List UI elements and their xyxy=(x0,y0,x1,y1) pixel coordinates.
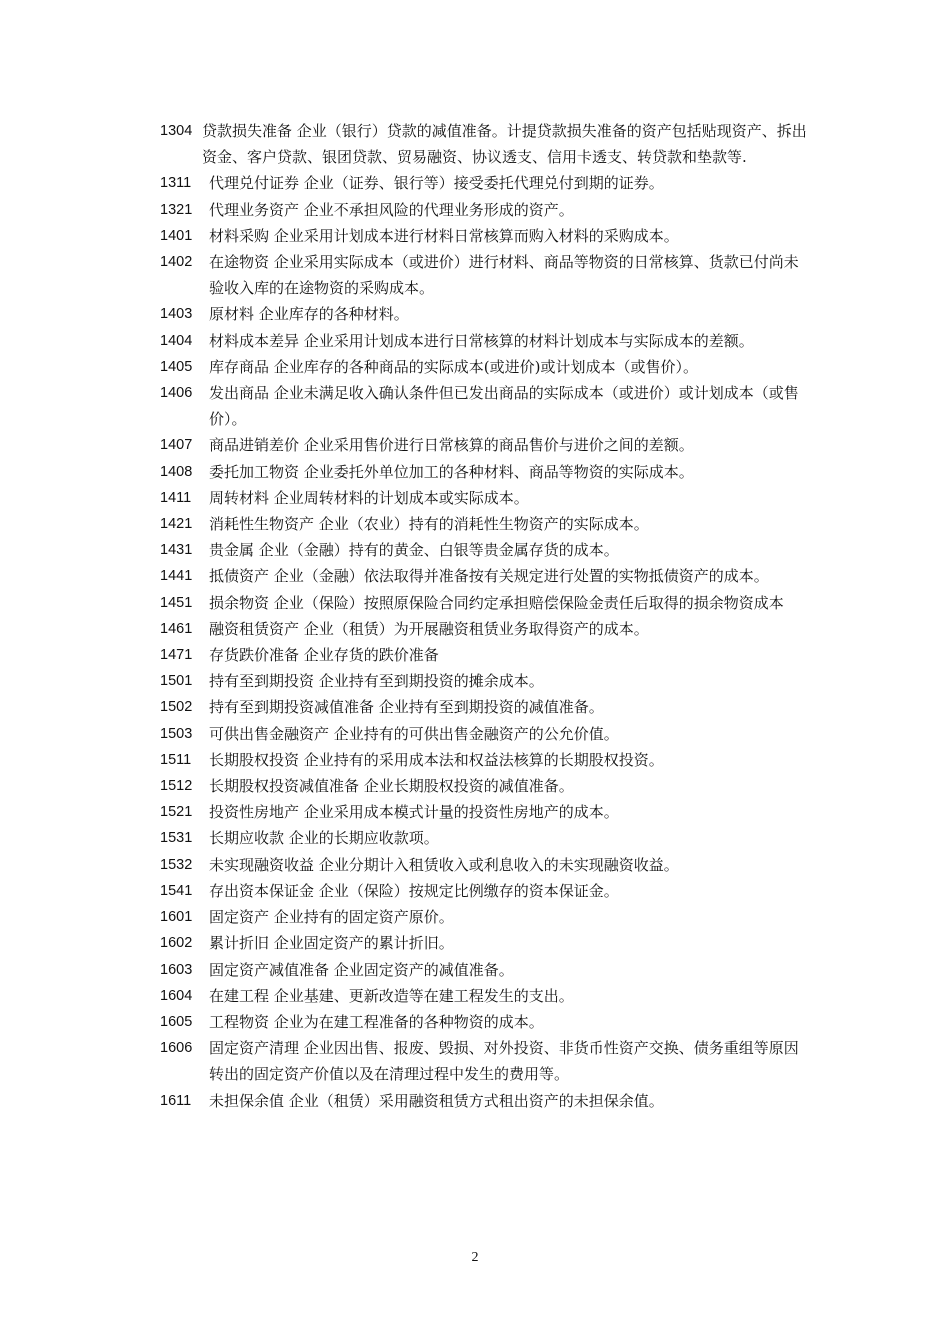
account-description: 长期股权投资减值准备 企业长期股权投资的减值准备。 xyxy=(209,777,574,796)
page-number: 2 xyxy=(471,1250,479,1265)
entry-1521 xyxy=(160,799,810,825)
entry-1471 xyxy=(160,642,810,668)
account-code: 1503 xyxy=(160,725,193,742)
account-description: 未实现融资收益 企业分期计入租赁收入或利息收入的未实现融资收益。 xyxy=(209,855,679,874)
account-description: 未担保余值 企业（租赁）采用融资租赁方式租出资产的未担保余值。 xyxy=(209,1091,664,1110)
account-code: 1404 xyxy=(160,332,193,349)
account-description: 周转材料 企业周转材料的计划成本或实际成本。 xyxy=(209,488,529,507)
account-code: 1471 xyxy=(160,647,193,664)
entry-1511 xyxy=(160,747,810,773)
account-code: 1451 xyxy=(160,594,193,611)
account-code: 1461 xyxy=(160,620,193,637)
account-code: 1421 xyxy=(160,516,193,533)
account-description: 库存商品 企业库存的各种商品的实际成本(或进价)或计划成本（或售价）。 xyxy=(209,357,698,376)
account-description: 固定资产清理 企业因出售、报废、毁损、对外投资、非货币性资产交换、债务重组等原因转出的固定资产价值以及在清理过程中发生的费用等。 xyxy=(209,1039,799,1084)
entry-1402 xyxy=(160,249,810,301)
account-description: 抵债资产 企业（金融）依法取得并准备按有关规定进行处置的实物抵债资产的成本。 xyxy=(209,567,769,586)
account-description: 委托加工物资 企业委托外单位加工的各种材料、商品等物资的实际成本。 xyxy=(209,462,694,481)
account-code: 1511 xyxy=(160,751,192,768)
account-code: 1441 xyxy=(160,568,193,585)
account-description: 贵金属 企业（金融）持有的黄金、白银等贵金属存货的成本。 xyxy=(209,541,619,560)
account-description: 损余物资 企业（保险）按照原保险合同约定承担赔偿保险金责任后取得的损余物资成本 xyxy=(209,593,784,612)
account-description: 存货跌价准备 企业存货的跌价准备 xyxy=(209,646,439,665)
account-description: 累计折旧 企业固定资产的累计折旧。 xyxy=(209,934,454,953)
account-code: 1321 xyxy=(160,201,193,218)
account-description: 工程物资 企业为在建工程准备的各种物资的成本。 xyxy=(209,1012,544,1031)
account-code: 1541 xyxy=(160,882,193,899)
account-description: 在途物资 企业采用实际成本（或进价）进行材料、商品等物资的日常核算、货款已付尚未验收入库的在途物资的采购成本。 xyxy=(209,253,799,298)
entry-1611 xyxy=(160,1088,810,1114)
account-code: 1304 xyxy=(160,123,193,139)
account-description: 发出商品 企业未满足收入确认条件但已发出商品的实际成本（或进价）或计划成本（或售价）。 xyxy=(209,384,799,429)
account-description: 持有至到期投资减值准备 企业持有至到期投资的减值准备。 xyxy=(209,698,604,717)
entry-1441 xyxy=(160,563,810,589)
entry-1541 xyxy=(160,878,810,904)
account-code: 1407 xyxy=(160,437,193,454)
account-code: 1403 xyxy=(160,306,193,323)
entry-1532 xyxy=(160,852,810,878)
account-code: 1408 xyxy=(160,463,193,480)
account-description: 可供出售金融资产 企业持有的可供出售金融资产的公允价值。 xyxy=(209,724,619,743)
account-description: 融资租赁资产 企业（租赁）为开展融资租赁业务取得资产的成本。 xyxy=(209,619,649,638)
account-description: 代理业务资产 企业不承担风险的代理业务形成的资产。 xyxy=(209,200,574,219)
entry-1321 xyxy=(160,197,810,223)
entry-1451 xyxy=(160,590,810,616)
account-code: 1431 xyxy=(160,542,193,559)
account-code: 1531 xyxy=(160,830,193,847)
entry-1403 xyxy=(160,301,810,327)
account-code: 1521 xyxy=(160,804,193,821)
account-code: 1611 xyxy=(160,1092,192,1109)
account-description: 投资性房地产 企业采用成本模式计量的投资性房地产的成本。 xyxy=(209,803,619,822)
account-code: 1501 xyxy=(160,673,193,690)
entry-1606 xyxy=(160,1035,810,1087)
entry-1603 xyxy=(160,957,810,983)
entry-1604 xyxy=(160,983,810,1009)
account-code: 1532 xyxy=(160,856,193,873)
entry-1408 xyxy=(160,459,810,485)
entry-1605 xyxy=(160,1009,810,1035)
account-code: 1402 xyxy=(160,254,193,271)
entry-1304 xyxy=(160,118,810,170)
account-list xyxy=(160,118,810,1114)
account-description: 存出资本保证金 企业（保险）按规定比例缴存的资本保证金。 xyxy=(209,881,619,900)
entry-1406 xyxy=(160,380,810,432)
entry-1311 xyxy=(160,170,810,196)
account-code: 1603 xyxy=(160,961,193,978)
account-code: 1606 xyxy=(160,1040,193,1057)
entry-1602 xyxy=(160,930,810,956)
account-code: 1601 xyxy=(160,909,193,926)
account-description: 商品进销差价 企业采用售价进行日常核算的商品售价与进价之间的差额。 xyxy=(209,436,694,455)
entry-1411 xyxy=(160,485,810,511)
account-code: 1512 xyxy=(160,778,193,795)
entry-1502 xyxy=(160,694,810,720)
entry-1461 xyxy=(160,616,810,642)
account-description: 固定资产减值准备 企业固定资产的减值准备。 xyxy=(209,960,514,979)
account-description: 贷款损失准备 企业（银行）贷款的减值准备。计提贷款损失准备的资产包括贴现资产、拆出资金、客户贷款、银团贷款、贸易融资、协议透支、信用卡透支、转贷款和垫款等. xyxy=(202,122,807,167)
account-code: 1401 xyxy=(160,227,193,244)
account-description: 在建工程 企业基建、更新改造等在建工程发生的支出。 xyxy=(209,986,574,1005)
entry-1405 xyxy=(160,354,810,380)
account-description: 固定资产 企业持有的固定资产原价。 xyxy=(209,908,454,927)
account-code: 1502 xyxy=(160,699,193,716)
account-code: 1604 xyxy=(160,987,193,1004)
account-code: 1405 xyxy=(160,358,193,375)
entry-1531 xyxy=(160,825,810,851)
account-code: 1406 xyxy=(160,385,193,402)
account-code: 1311 xyxy=(160,175,192,192)
entry-1421 xyxy=(160,511,810,537)
account-description: 原材料 企业库存的各种材料。 xyxy=(209,305,409,324)
entry-1407 xyxy=(160,432,810,458)
account-description: 长期应收款 企业的长期应收款项。 xyxy=(209,829,439,848)
account-description: 材料采购 企业采用计划成本进行材料日常核算而购入材料的采购成本。 xyxy=(209,226,679,245)
entry-1503 xyxy=(160,721,810,747)
account-description: 持有至到期投资 企业持有至到期投资的摊余成本。 xyxy=(209,672,544,691)
account-description: 消耗性生物资产 企业（农业）持有的消耗性生物资产的实际成本。 xyxy=(209,515,649,534)
entry-1601 xyxy=(160,904,810,930)
account-description: 代理兑付证券 企业（证券、银行等）接受委托代理兑付到期的证券。 xyxy=(209,174,664,193)
account-code: 1605 xyxy=(160,1013,193,1030)
entry-1404 xyxy=(160,328,810,354)
entry-1512 xyxy=(160,773,810,799)
entry-1431 xyxy=(160,537,810,563)
entry-1501 xyxy=(160,668,810,694)
entry-1401 xyxy=(160,223,810,249)
account-description: 材料成本差异 企业采用计划成本进行日常核算的材料计划成本与实际成本的差额。 xyxy=(209,331,754,350)
account-code: 1602 xyxy=(160,935,193,952)
account-code: 1411 xyxy=(160,489,192,506)
account-description: 长期股权投资 企业持有的采用成本法和权益法核算的长期股权投资。 xyxy=(209,750,664,769)
